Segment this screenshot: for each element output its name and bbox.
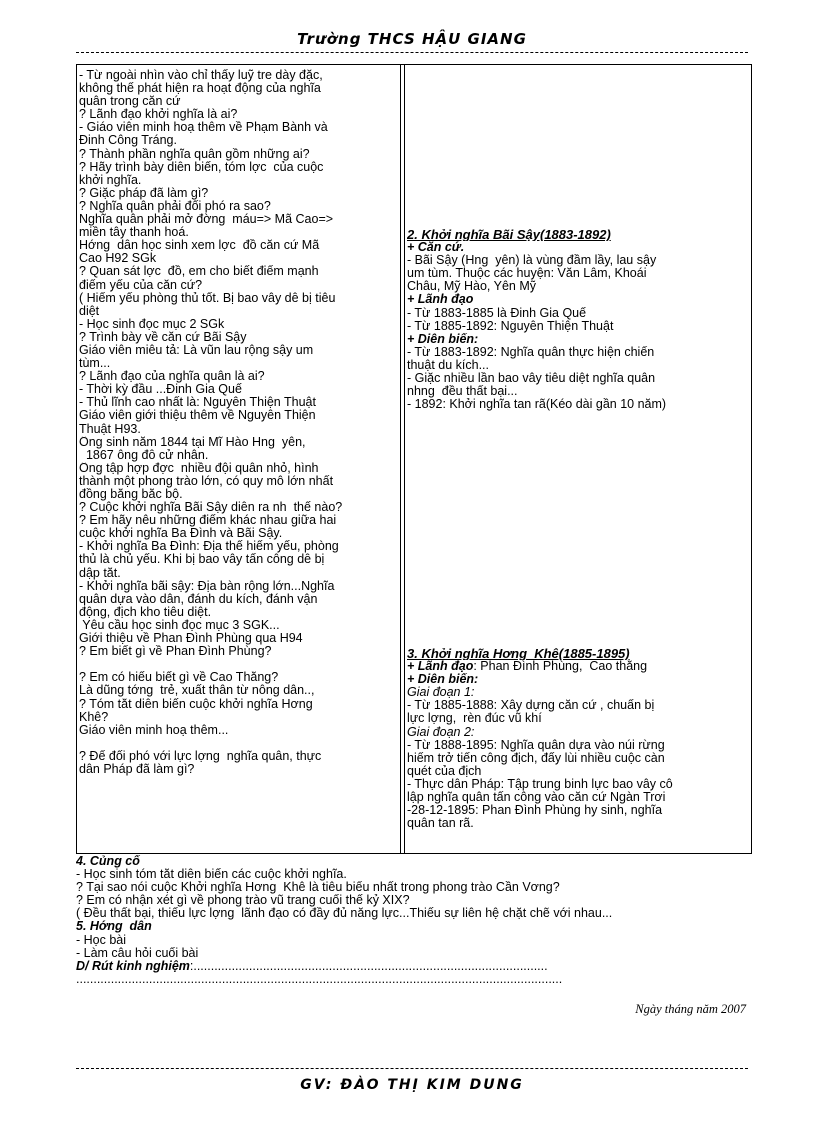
cung-co-lines: [76, 868, 756, 920]
text-line: thuật du kích...: [407, 358, 489, 372]
phase-1-label: Giai đoạn 1:: [407, 686, 475, 700]
text-line: động, địch kho tiêu diệt.: [79, 605, 212, 619]
text-line: - Từ 1883-1885 là Đinh Gia Quế: [407, 306, 587, 320]
section-title: 3. Khởi nghĩa Hơng Khê(1885-1895): [407, 647, 630, 661]
cung-co-title: 4. Củng cố: [76, 855, 140, 868]
text-line: diệt: [79, 304, 100, 318]
text-line: ? Em biết gì về Phan Đình Phùng?: [79, 645, 272, 659]
text-line: - Khởi nghĩa Ba Đình: Địa thế hiểm yếu, phòng: [79, 540, 339, 554]
text-line: Đinh Công Tráng.: [79, 134, 177, 148]
text-line: - Khởi nghĩa bãi sậy: Địa bàn rộng lớn...Nghĩa: [79, 579, 335, 593]
text-line: -28-12-1895: Phan Đình Phùng hy sinh, nghĩa: [407, 804, 663, 818]
text-line: miền tây thanh hoá.: [79, 226, 189, 240]
text-line: Ông tập hợp đợc nhiều đội quân nhỏ, hình: [79, 461, 319, 475]
text-line: ? Quan sát lợc đồ, em cho biết điểm mạnh: [79, 265, 319, 279]
text-line: - Bãi Sậy (Hng yên) là vùng đầm lầy, lau sậy: [407, 254, 657, 268]
section-huong-khe: [407, 647, 749, 830]
text-line: ? Em có nhận xét gì về phong trào vũ trang cuối thế kỷ XIX?: [76, 894, 410, 908]
text-line: um tùm. Thuộc các huyện: Văn Lâm, Khoái: [407, 267, 647, 281]
huong-dan-lines: [76, 934, 756, 960]
subheading-lanh-dao: + Lãnh đạo: [407, 660, 474, 674]
text-line: ? Tóm tắt diễn biến cuộc khởi nghĩa Hơng: [79, 697, 313, 711]
phase-1-text: [407, 699, 749, 725]
text-line: ? Để đối phó với lực lợng nghĩa quân, thực: [79, 749, 322, 763]
text-line: hiểm trở tiến công địch, đẩy lùi nhiều cuộc càn: [407, 751, 665, 765]
text-line: Châu, Mỹ Hào, Yên Mỹ: [407, 280, 536, 294]
huong-dan-title: 5. Hớng dẫn: [76, 920, 152, 934]
text-line: ? Hãy trình bày diễn biến, tóm lợc của cuộc: [79, 160, 324, 174]
text-line: Khê?: [79, 710, 109, 724]
text-line: đồng bằng bắc bộ.: [79, 488, 183, 501]
text-line: ? Trình bày về căn cứ Bãi Sậy: [79, 330, 247, 344]
can-cu-text: [407, 254, 749, 293]
phase-2-label: Giai đoạn 2:: [407, 725, 475, 739]
lanh-dao-value: : Phan Đình Phùng, Cao thắng: [473, 660, 648, 674]
text-line: quân dựa vào dân, đánh du kích, đánh vận: [79, 592, 318, 606]
text-line: Yêu cầu học sinh đọc mục 3 SGK...: [79, 618, 280, 632]
text-line: - Học sinh tóm tắt diễn biến các cuộc khởi nghĩa.: [76, 868, 347, 882]
text-line: ? Tại sao nói cuộc Khởi nghĩa Hơng Khê là tiêu biểu nhất trong phong trào Cần Vơng?: [76, 881, 560, 895]
text-line: - Từ ngoài nhìn vào chỉ thấy luỹ tre dày đặc,: [79, 69, 323, 82]
rut-kinh-nghiem-dots: :......................................................................................................: [189, 959, 548, 973]
text-line: - Thời kỳ đầu ...Đinh Gia Quế: [79, 383, 242, 397]
text-line: thành một phong trào lớn, có quy mô lớn nhất: [79, 474, 334, 488]
page-header: [76, 30, 748, 53]
text-line: lập nghĩa quân tấn công vào căn cứ Ngàn Trơi: [407, 791, 666, 805]
teacher-activities-column: [79, 69, 397, 776]
text-line: điểm yếu của căn cứ?: [79, 278, 203, 292]
rut-kinh-nghiem-dots: ............................................................................................................................................: [76, 972, 563, 986]
text-line: Giáo viên miêu tả: Là vũn lau rộng sậy um: [79, 343, 314, 357]
text-line: Ông sinh năm 1844 tại Mĩ Hào Hng yên,: [79, 435, 306, 449]
text-line: cuộc khởi nghĩa Ba Đình và Bãi Sậy.: [79, 527, 283, 541]
column-divider: [400, 65, 401, 853]
text-line: [79, 737, 397, 750]
text-line: không thể phát hiện ra hoạt động của nghĩa: [79, 82, 321, 96]
text-line: - Làm câu hỏi cuối bài: [76, 946, 199, 960]
text-line: Giáo viên giới thiệu thêm về Nguyễn Thiện: [79, 409, 316, 423]
text-line: ? Em hãy nêu những điểm khác nhau giữa hai: [79, 514, 337, 528]
text-line: quân tan rã.: [407, 817, 474, 831]
subheading-dien-bien: + Diễn biến:: [407, 332, 479, 346]
dien-bien-text: [407, 346, 749, 411]
section-title: 2. Khởi nghĩa Bãi Sậy(1883-1892): [407, 228, 611, 242]
lesson-table: [76, 64, 752, 854]
text-line: ? Em có hiểu biết gì về Cao Thắng?: [79, 671, 279, 685]
text-line: quân trong căn cứ: [79, 95, 181, 109]
text-line: Thuật H93.: [79, 422, 141, 436]
rut-kinh-nghiem-label: D/ Rút kinh nghiệm: [76, 959, 190, 973]
school-name: Trường THCS HẬU GIANG: [297, 30, 527, 48]
text-line: - 1892: Khởi nghĩa tan rã(Kéo dài gần 10 năm): [407, 398, 667, 412]
text-line: dập tắt.: [79, 566, 121, 580]
text-line: - Từ 1888-1895: Nghĩa quân dựa vào núi rừng: [407, 738, 665, 752]
text-line: - Từ 1883-1892: Nghĩa quân thực hiện chiến: [407, 345, 655, 359]
text-line: ( Đều thất bại, thiếu lực lợng lãnh đạo có đầy đủ năng lực...Thiếu sự liên hệ chặt chẽ với nhau...: [76, 907, 613, 921]
text-line: Nghĩa quân phải mở đờng máu=> Mã Cao=>: [79, 213, 334, 227]
text-line: - Giặc nhiều lần bao vây tiêu diệt nghĩa quân: [407, 372, 656, 386]
page-footer: [76, 1068, 748, 1093]
text-line: - Học sinh đọc mục 2 SGk: [79, 317, 225, 331]
column-divider: [404, 65, 405, 853]
text-line: ? Cuộc khởi nghĩa Bãi Sậy diễn ra nh thế nào?: [79, 501, 343, 515]
text-line: [79, 658, 397, 671]
text-line: ? Giặc pháp đã làm gì?: [79, 186, 209, 200]
teacher-name: GV: ĐÀO THỊ KIM DUNG: [300, 1077, 524, 1093]
text-line: Là dũng tớng trẻ, xuất thân từ nông dân..,: [79, 684, 315, 698]
text-line: - Thủ lĩnh cao nhất là: Nguyễn Thiện Thuật: [79, 396, 316, 410]
text-line: Giáo viên minh hoạ thêm...: [79, 723, 229, 737]
text-line: khởi nghĩa.: [79, 173, 142, 187]
subheading-lanh-dao: + Lãnh đạo: [407, 293, 474, 307]
text-line: - Thực dân Pháp: Tập trung binh lực bao vây cô: [407, 777, 673, 791]
section-bai-say: [407, 228, 749, 411]
subheading-dien-bien: + Diễn biến:: [407, 673, 479, 687]
text-line: Cao H92 SGk: [79, 252, 157, 266]
text-line: - Từ 1885-1888: Xây dựng căn cứ , chuẩn bị: [407, 699, 655, 713]
date-line: Ngày tháng năm 2007: [635, 1002, 746, 1016]
text-line: lực lợng, rèn đúc vũ khí: [407, 712, 542, 726]
text-line: dân Pháp đã làm gì?: [79, 762, 195, 776]
text-line: 1867 ông đỗ cử nhân.: [79, 448, 209, 462]
text-line: ? Lãnh đạo của nghĩa quân là ai?: [79, 370, 265, 384]
text-line: quét của địch: [407, 764, 482, 778]
text-line: - Từ 1885-1892: Nguyễn Thiện Thuật: [407, 319, 614, 333]
phase-2-text: [407, 739, 749, 831]
lesson-summary: [76, 855, 756, 986]
text-line: Hớng dẫn học sinh xem lợc đồ căn cứ Mã: [79, 239, 320, 253]
text-line: Giới thiệu về Phan Đình Phùng qua H94: [79, 632, 303, 646]
text-line: ? Lãnh đạo khởi nghĩa là ai?: [79, 108, 238, 122]
subheading-can-cu: + Căn cứ.: [407, 241, 465, 255]
lanh-dao-text: [407, 307, 749, 333]
text-line: - Học bài: [76, 933, 127, 947]
text-line: ( Hiểm yếu phòng thủ tốt. Bị bao vây dễ bị tiêu: [79, 291, 336, 305]
text-line: tùm...: [79, 357, 111, 371]
text-line: ? Nghĩa quân phải đối phó ra sao?: [79, 199, 271, 213]
text-line: nhng đều thất bại...: [407, 385, 518, 399]
text-line: ? Thành phần nghĩa quân gồm những ai?: [79, 147, 310, 161]
text-line: thủ là chủ yếu. Khi bị bao vây tấn công dễ bị: [79, 553, 325, 567]
text-line: - Giáo viên minh hoạ thêm về Phạm Bành và: [79, 121, 328, 135]
